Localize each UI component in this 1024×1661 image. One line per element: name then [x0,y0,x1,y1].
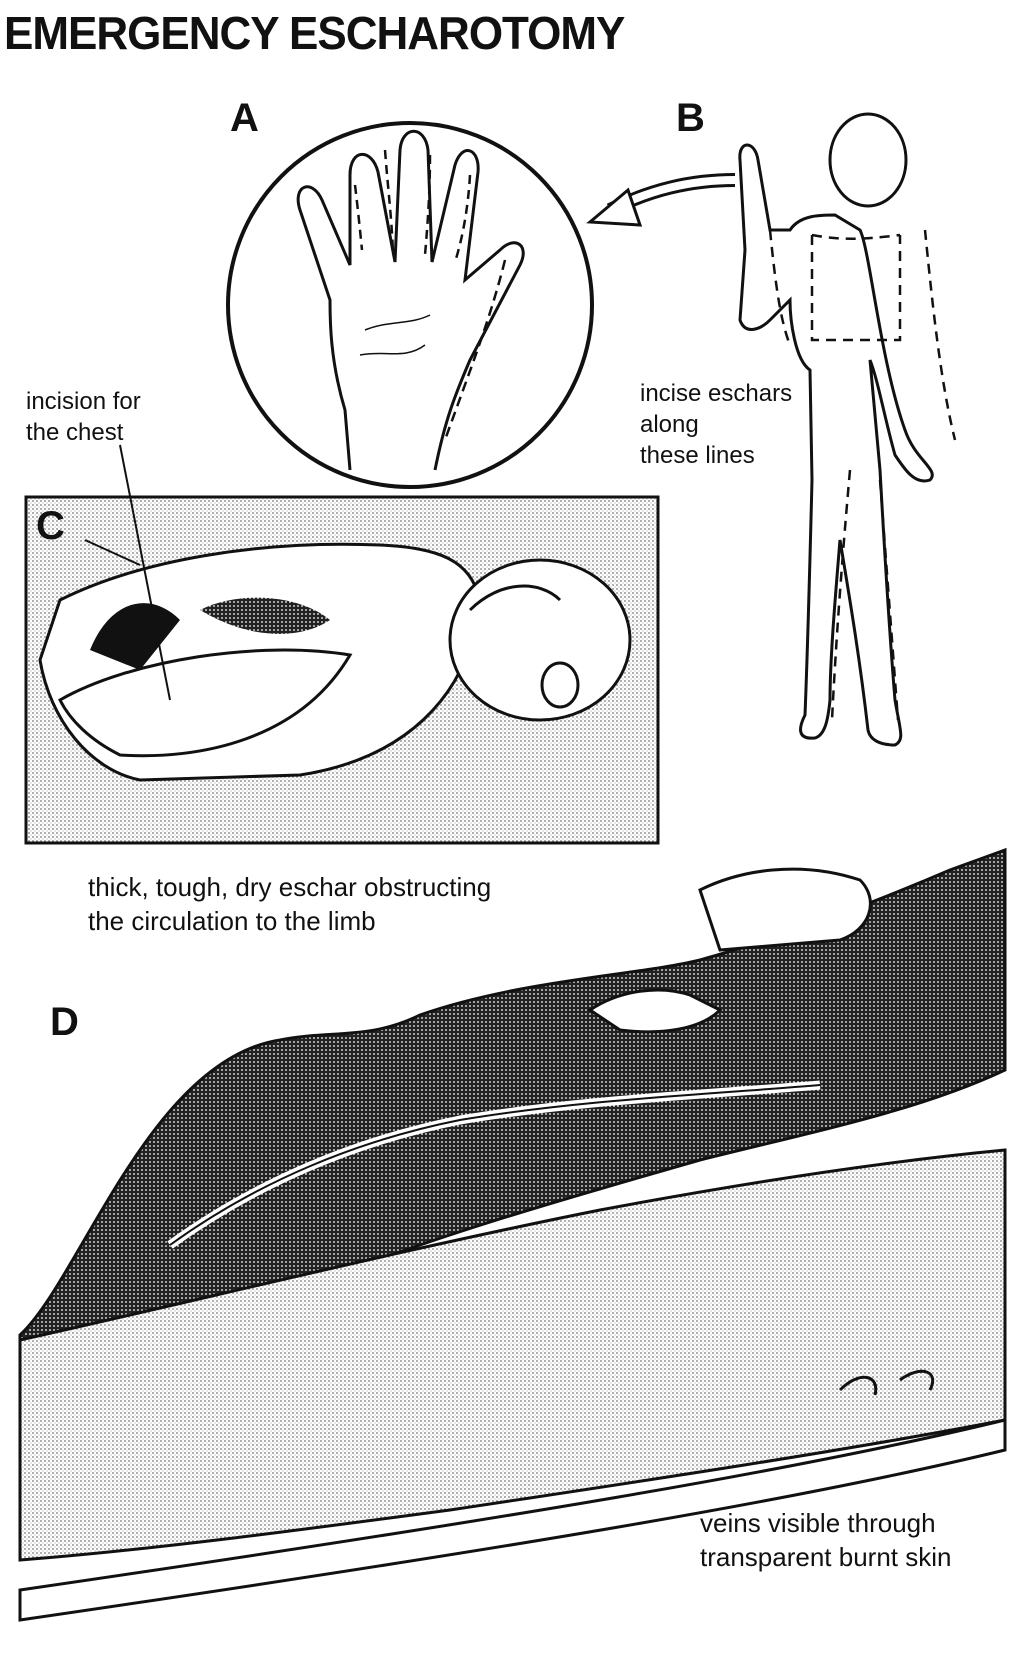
panel-c-chest-drawing [26,445,658,843]
page-title: EMERGENCY ESCHAROTOMY [4,8,625,60]
panel-d-label: D [50,1000,79,1044]
panel-d-caption-eschar: thick, tough, dry eschar obstructing the circulation to the limb [88,872,492,936]
panel-a-label: A [230,96,259,140]
panel-c-label: C [36,504,65,548]
panel-d-limb-drawing [20,850,1005,1620]
panel-b-caption: incise eschars along these lines [640,380,793,469]
panel-c-caption: incision for the chest [26,388,141,446]
panel-d-caption-veins: veins visible through transparent burnt skin [700,1508,952,1572]
arrow-b-to-a [590,180,735,225]
panel-a-hand-drawing [228,123,592,487]
panel-b-label: B [676,96,705,140]
